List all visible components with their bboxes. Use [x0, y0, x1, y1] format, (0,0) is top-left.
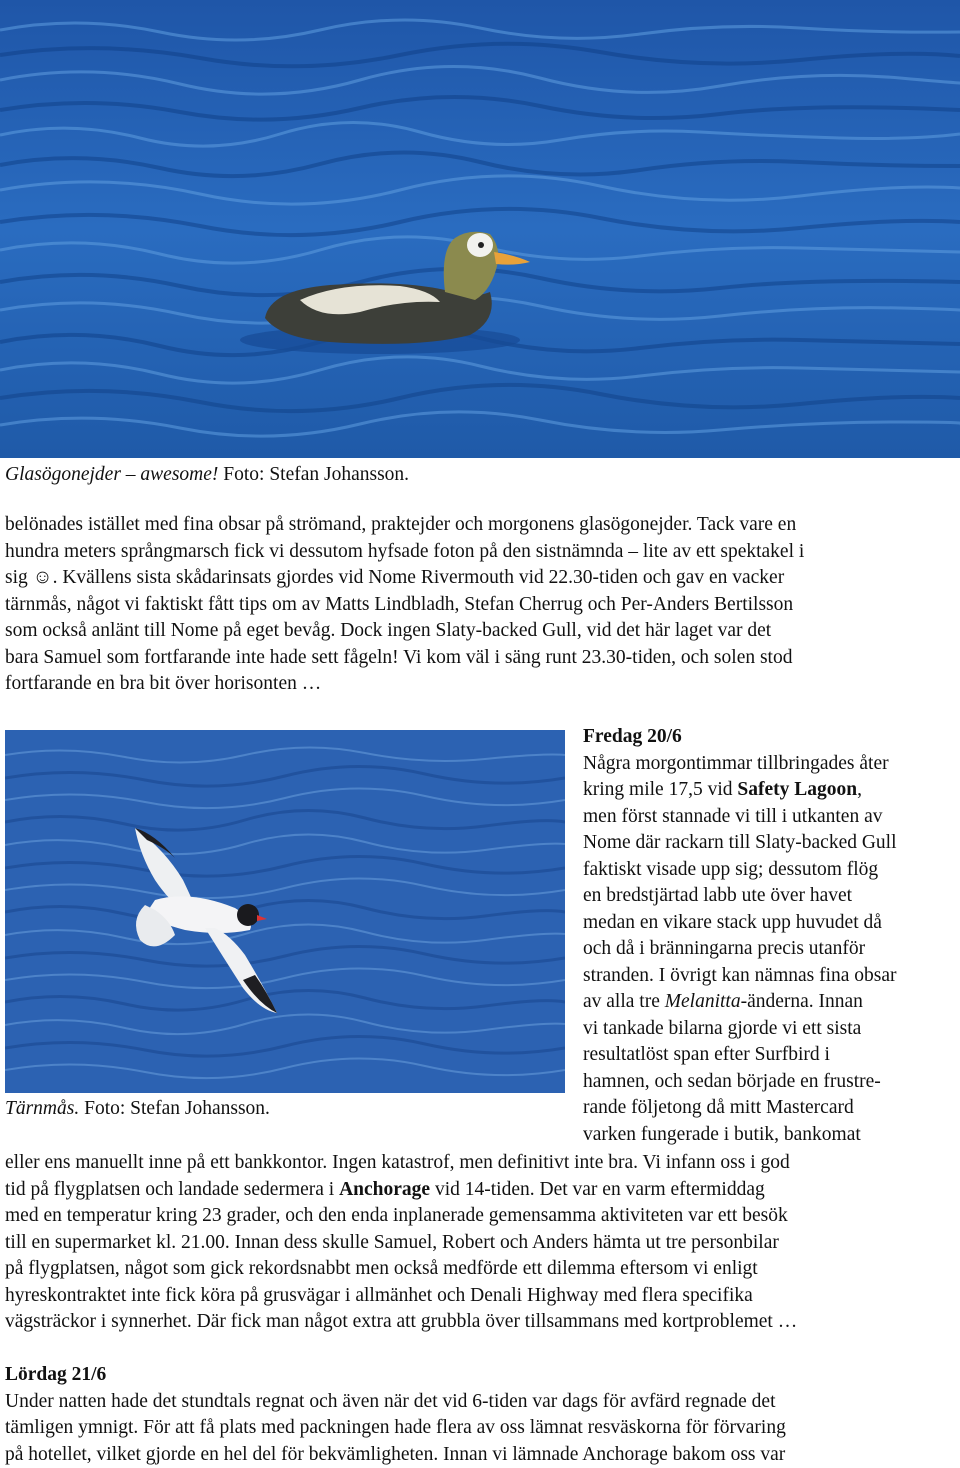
text-fragment: av alla tre: [583, 991, 665, 1012]
text-line: med en temperatur kring 23 grader, och den enda inplanerade gemensamma aktiviteten var ett besök: [5, 1203, 797, 1230]
text-line: medan en vikare stack upp huvudet då: [583, 910, 897, 937]
place-name: Anchorage: [339, 1179, 430, 1200]
caption-italic: Tärnmås.: [5, 1098, 79, 1119]
gull-caption: [5, 1096, 270, 1123]
text-line: tämligen ymnigt. För att få plats med packningen hade flera av oss lämnat resväskorna för förvaring: [5, 1415, 786, 1442]
eider-photo-graphic: [0, 0, 960, 458]
text-line: fortfarande en bra bit över horisonten …: [5, 671, 804, 698]
caption-credit: Foto: Stefan Johansson.: [79, 1098, 270, 1119]
text-line: belönades istället med fina obsar på strömand, praktejder och morgonens glasögonejder. Tack vare en: [5, 512, 804, 539]
section-saturday: [5, 1362, 786, 1468]
text-line: som också anlänt till Nome på eget bevåg. Dock ingen Slaty-backed Gull, vid det här laget var det: [5, 618, 804, 645]
text-line: hamnen, och sedan började en frustre-: [583, 1069, 897, 1096]
caption-credit: Foto: Stefan Johansson.: [218, 464, 409, 485]
text-line: [5, 1177, 797, 1204]
text-line: hundra meters språngmarsch fick vi dessutom hyfsade foton på den sistnämnda – lite av ett spektakel i: [5, 539, 804, 566]
text-fragment: tid på flygplatsen och landade sedermera i: [5, 1179, 339, 1200]
text-line: Under natten hade det stundtals regnat och även när det vid 6-tiden var dags för avfärd regnade det: [5, 1389, 786, 1416]
text-line: [583, 989, 897, 1016]
section-heading: Lördag 21/6: [5, 1362, 786, 1389]
gull-photo: [5, 730, 565, 1093]
text-line: resultatlöst span efter Surfbird i: [583, 1042, 897, 1069]
text-fragment: sig: [5, 567, 33, 588]
smiley-icon: ☺: [33, 567, 53, 588]
section-friday: [583, 724, 897, 1148]
text-line: rande följetong då mitt Mastercard: [583, 1095, 897, 1122]
paragraph-anchorage: [5, 1150, 797, 1336]
text-fragment: . Kvällens sista skådarinsats gjordes vid Nome Rivermouth vid 22.30-tiden och gav en vacker: [53, 567, 785, 588]
text-line: stranden. I övrigt kan nämnas fina obsar: [583, 963, 897, 990]
text-line: Nome där rackarn till Slaty-backed Gull: [583, 830, 897, 857]
text-line: [583, 777, 897, 804]
text-line: vi tankade bilarna gjorde vi ett sista: [583, 1016, 897, 1043]
text-fragment: -änderna. Innan: [741, 991, 863, 1012]
text-fragment: vid 14-tiden. Det var en varm eftermiddag: [430, 1179, 765, 1200]
section-heading: Fredag 20/6: [583, 724, 897, 751]
text-line: [5, 565, 804, 592]
eider-caption: [5, 462, 409, 489]
text-line: hyreskontraktet inte fick köra på grusvägar i allmänhet och Denali Highway med flera specifika: [5, 1283, 797, 1310]
text-line: men först stannade vi till i utkanten av: [583, 804, 897, 831]
genus-name: Melanitta: [665, 991, 741, 1012]
text-line: eller ens manuellt inne på ett bankkontor. Ingen katastrof, men definitivt inte bra. Vi infann oss i god: [5, 1150, 797, 1177]
gull-photo-graphic: [5, 730, 565, 1093]
text-line: bara Samuel som fortfarande inte hade sett fågeln! Vi kom väl i säng runt 23.30-tiden, och solen stod: [5, 645, 804, 672]
text-fragment: kring mile 17,5 vid: [583, 779, 737, 800]
text-fragment: ,: [857, 779, 862, 800]
caption-italic: Glasögonejder – awesome!: [5, 464, 218, 485]
paragraph-nome-evening: [5, 512, 804, 698]
text-line: Några morgontimmar tillbringades åter: [583, 751, 897, 778]
eider-photo: [0, 0, 960, 458]
text-line: vägsträckor i synnerhet. Där fick man något extra att grubbla över tillsammans med kortproblemet …: [5, 1309, 797, 1336]
text-line: till en supermarket kl. 21.00. Innan dess skulle Samuel, Robert och Anders hämta ut tre personbilar: [5, 1230, 797, 1257]
text-line: faktiskt visade upp sig; dessutom flög: [583, 857, 897, 884]
text-line: en bredstjärtad labb ute över havet: [583, 883, 897, 910]
text-line: varken fungerade i butik, bankomat: [583, 1122, 897, 1149]
text-line: tärnmås, något vi faktiskt fått tips om av Matts Lindbladh, Stefan Cherrug och Per-Anders Bertilsson: [5, 592, 804, 619]
text-line: på flygplatsen, något som gick rekordsnabbt men också medförde ett dilemma eftersom vi enligt: [5, 1256, 797, 1283]
place-name: Safety Lagoon: [737, 779, 857, 800]
text-line: och då i bränningarna precis utanför: [583, 936, 897, 963]
text-line: på hotellet, vilket gjorde en hel del för bekvämligheten. Innan vi lämnade Anchorage bakom oss var: [5, 1442, 786, 1468]
